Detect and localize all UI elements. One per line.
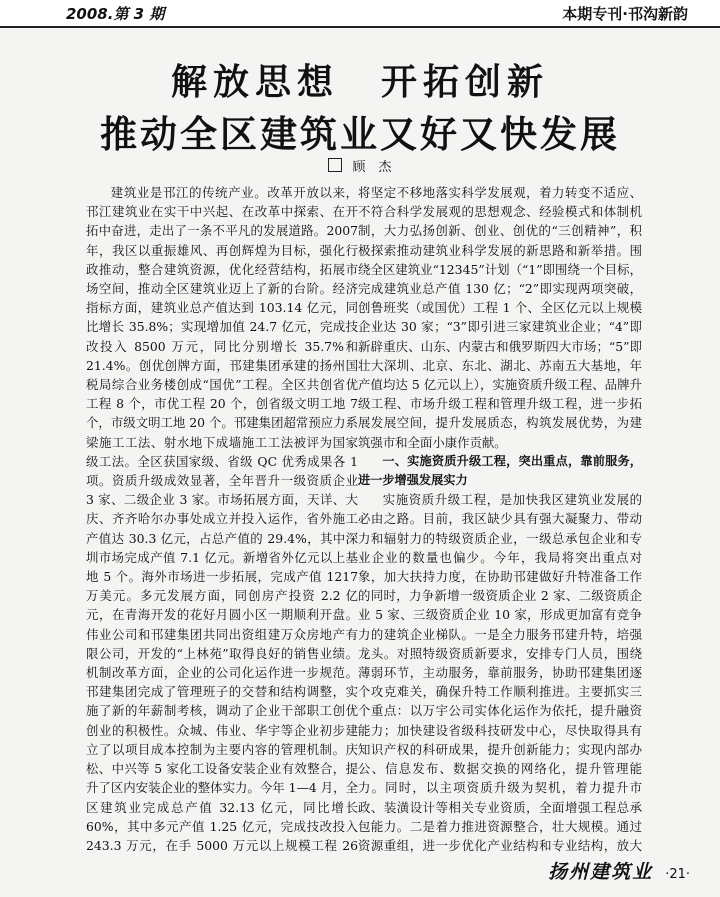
article-title-line1: 解放思想 开拓创新 bbox=[170, 62, 549, 103]
author-name: 顾 杰 bbox=[352, 160, 392, 175]
byline bbox=[0, 156, 720, 175]
issue-label: 2008.第 3 期 bbox=[66, 5, 165, 23]
article-title-line2: 推动全区建筑业又好又快发展 bbox=[100, 113, 620, 156]
paragraph: 实施资质升级工程，是加快我区建筑业发展的必由之路。目前，我区缺少具有强大凝聚力、带动力和辐射力的特级资质企业，一级总承包企业和专业企业的数量也偏少。今年，我局将突出重点对象，加大扶持力度，在协助邗建做好升特准备工作的同时，力争新增一级资质企业 2 家、二级资质企业 5 家、三级资质企业 10 家，形成更加富有竞争力的建筑企业梯队。一是全力服务邗建升特，培强龙头。对照特级资质新要求，安排专门人员，围绕薄弱环节，主动服务，靠前服务，协助邗建集团逐个攻克难关，确保升特工作顺利推进。主要抓实三个重点：以万宇公司实体化运作为依托，提升融资能力；加快建设省级科技研发中心，尽快取得具有知识产权的科研成果，提升创新能力；实现内部办公、信息发布、数据交换的网络化，提升管理能力。同时，以主项资质升级为契机，着力提升市政、装潢设计等相关专业资质，全面增强工程总承包能力。二是着力推进资源整合，壮大规模。通过资源重组，进一步优化产业结构和专业结构，放大 bbox=[358, 492, 642, 853]
section-heading: 一、实施资质升级工程，突出重点，靠前服务，进一步增强发展实力 bbox=[358, 453, 642, 488]
magazine-logo: 扬州建筑业 bbox=[548, 861, 654, 883]
author-box-icon bbox=[328, 158, 342, 172]
left-column bbox=[86, 183, 358, 858]
section-label: 本期专刊·邗沟新韵 bbox=[562, 5, 688, 23]
running-header bbox=[0, 0, 720, 28]
page-number: ·21· bbox=[665, 867, 690, 882]
paragraph: 将坚定不移地落实科学发展观，着力转变不适应、不符合科学发展观的思想观念、经验模式和体制机制，大力弘扬创新、创业、创优的“三创精神”，积极探索推动建筑业科学发展的新思路和新举措。围绕全区建筑业“12345”计划（“1”即围绕一个目标，完成建筑业总产值 130 亿；“2”即实现两项突破，创鲁班奖（或国优）工程 1 个、全区亿元以上规模企业达 30 家；“3”即引进三家建筑业企业；“4”即新辟重庆、山东、内蒙古和俄罗斯四大市场；“5”即壮大深圳、北京、东北、湖北、苏南五大基地，年产值均达 5 亿元以上），实施资质升级工程、品牌升级工程、市场升级工程和管理升级工程，进一步拓展发展空间，提升发展质态，构筑发展优势，为建筑强市和全面小康作贡献。 bbox=[358, 185, 642, 450]
page-footer bbox=[548, 857, 690, 887]
right-column bbox=[358, 183, 642, 858]
paragraph: 建筑业是邗江的传统产业。改革开放以来，邗江建筑业在实干中兴起、在改革中探索、在开拓中奋进，走出了一条不平凡的发展道路。2007 年，我区以重振雄风、再创辉煌为目标，强化行政推动，整合建筑资源，优化经营结构，拓展市场空间，推动全区建筑业迈上了新的台阶。经济指标方面，建筑业总产值达到 103.14 亿元，同比增长 35.8%；实现增加值 24.7 亿元，完成技改投入 8500 万元，同比分别增长 35.7%和 21.4%。创优创牌方面，邗建集团承建的扬州国税局综合业务楼创成“国优”工程。全区共创省优工程 8 个，市优工程 20 个，创省级文明工地 7 个，市级文明工地 20 个。邗建集团超常预应力系梁施工工法、射水地下成墙施工工法被评为国家级工法。全区获国家级、省级 QC 优秀成果各 1 项。资质升级成效显著，全年晋升一级资质企业 3 家、二级企业 3 家。市场拓展方面，天详、大庆、齐齐哈尔办事处成立并投入运作，省外施工产值达 30.3 亿元，占总产值的 29.4%，其中深圳市场完成产值 7.1 亿元。新增省外亿元以上基地 5 个。海外市场进一步拓展，完成产值 1217 万美元。多元发展方面，同创房产投资 2.2 亿元，在青海开发的花好月圆小区一期顺利开盘。伟业公司和邗建集团共同出资组建万众房地产有限公司，开发的“上林苑”取得良好的销售业绩。机制改革方面，企业的公司化运作进一步规范。邗建集团完成了管理班子的交替和结构调整，实施了新的年薪制考核，调动了企业干部职工创优创业的积极性。众城、伟业、华宇等企业初步建立了以项目成本控制为主要内容的管理机制。庆松、中兴等 5 家化工设备安装企业有效整合，提升了区内安装企业的整体实力。今年 1—4 月，全区建筑业完成总产值 32.13 亿元，同比增长 60%，其中多元产值 1.25 亿元，完成技改投入 243.3 万元，在手 5000 万元以上规模工程 26 bbox=[86, 185, 358, 853]
